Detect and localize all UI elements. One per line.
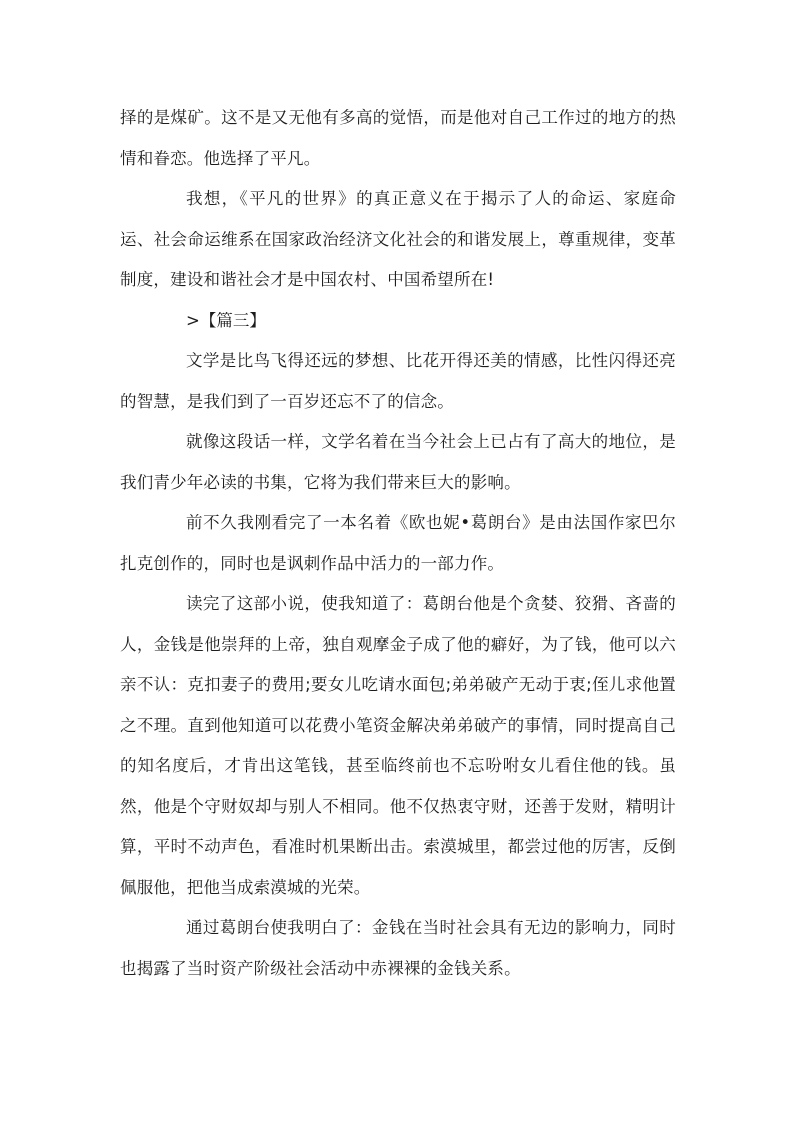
paragraph-book-intro: 前不久我刚看完了一本名着《欧也妮•葛朗台》是由法国作家巴尔扎克创作的，同时也是讽刺作品中活力的一部力作。 [120, 513, 676, 573]
paragraph-literature-dream: 文学是比鸟飞得还远的梦想、比花开得还美的情感，比性闪得还亮的智慧，是我们到了一百岁还忘不了的信念。 [120, 351, 676, 411]
document-body [120, 98, 676, 989]
paragraph-meaning: 我想，《平凡的世界》的真正意义在于揭示了人的命运、家庭命运、社会命运维系在国家政治经济文化社会的和谐发展上，尊重规律，变革制度，建设和谐社会才是中国农村、中国希望所在! [120, 189, 676, 289]
paragraph-continued: 择的是煤矿。这不是又无他有多高的觉悟，而是他对自己工作过的地方的热情和眷恋。他选择了平凡。 [120, 108, 676, 168]
paragraph-grandet-analysis: 读完了这部小说，使我知道了：葛朗台他是个贪婪、狡猾、吝啬的人，金钱是他崇拜的上帝，独自观摩金子成了他的癖好，为了钱，他可以六亲不认：克扣妻子的费用;要女儿吃请水面包;弟弟破产无动于衷;侄儿求他置之不理。直到他知道可以花费小笔资金解决弟弟破产的事情，同时提高自己的知名度后，才肯出这笔钱，甚至临终前也不忘吩咐女儿看住他的钱。虽然，他是个守财奴却与别人不相同。他不仅热衷守财，还善于发财，精明计算，平时不动声色，看准时机果断出击。索漠城里，都尝过他的厉害，反倒佩服他，把他当成索漠城的光荣。 [120, 594, 676, 897]
paragraph-conclusion: 通过葛朗台使我明白了：金钱在当时社会具有无边的影响力，同时也揭露了当时资产阶级社会活动中赤裸裸的金钱关系。 [120, 918, 676, 978]
section-heading: >【篇三】 [186, 310, 266, 330]
paragraph-classics-status: 就像这段话一样，文学名着在当今社会上已占有了高大的地位，是我们青少年必读的书集，它将为我们带来巨大的影响。 [120, 432, 676, 492]
